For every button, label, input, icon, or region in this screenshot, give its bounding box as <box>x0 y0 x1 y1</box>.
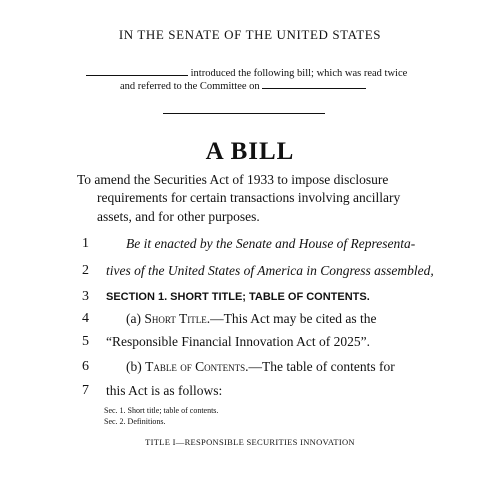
line-number: 6 <box>82 359 89 374</box>
divider-rule <box>163 113 325 114</box>
toc-entry: Sec. 2. Definitions. <box>104 417 166 426</box>
section-heading: SECTION 1. SHORT TITLE; TABLE OF CONTENTS. <box>106 291 370 303</box>
committee-blank <box>262 79 366 89</box>
line-number: 3 <box>82 289 89 304</box>
bill-title: A BILL <box>205 138 295 165</box>
enacting-clause-line-1: Be it enacted by the Senate and House of Representa- <box>126 236 416 251</box>
intro-text-2: and referred to the Committee on <box>120 81 260 92</box>
sponsor-blank <box>86 66 188 76</box>
toc-entry: Sec. 1. Short title; table of contents. <box>104 406 219 415</box>
subsection-marker: (a) <box>126 311 145 326</box>
toc-intro-line <box>126 359 395 375</box>
chamber-header: IN THE SENATE OF THE UNITED STATES <box>118 27 382 42</box>
subsection-heading: Short Title <box>144 311 207 326</box>
short-title-line <box>126 311 377 327</box>
intro-text-1: introduced the following bill; which was read twice <box>190 68 408 79</box>
subsection-text: .—This Act may be cited as the <box>206 311 377 326</box>
toc-follows-line: this Act is as follows: <box>106 383 223 398</box>
subsection-text: .—The table of contents for <box>245 359 395 374</box>
line-number: 5 <box>82 334 89 349</box>
subsection-heading: Table of Contents <box>145 359 246 374</box>
intro-line-1 <box>86 66 407 79</box>
subsection-marker: (b) <box>126 359 146 374</box>
line-number: 4 <box>82 311 89 326</box>
purpose-line-2: requirements for certain transactions involving ancillary <box>97 190 401 205</box>
act-name-line: “Responsible Financial Innovation Act of 2025”. <box>106 334 370 349</box>
line-number: 2 <box>82 263 89 278</box>
intro-line-2 <box>120 79 366 92</box>
line-number: 1 <box>82 236 89 251</box>
purpose-line-3: assets, and for other purposes. <box>97 209 260 224</box>
title-heading: TITLE I—RESPONSIBLE SECURITIES INNOVATION <box>145 437 355 447</box>
purpose-line-1: To amend the Securities Act of 1933 to impose disclosure <box>77 172 389 187</box>
enacting-clause-line-2: tives of the United States of America in Congress assembled, <box>106 263 434 278</box>
line-number: 7 <box>82 383 89 398</box>
